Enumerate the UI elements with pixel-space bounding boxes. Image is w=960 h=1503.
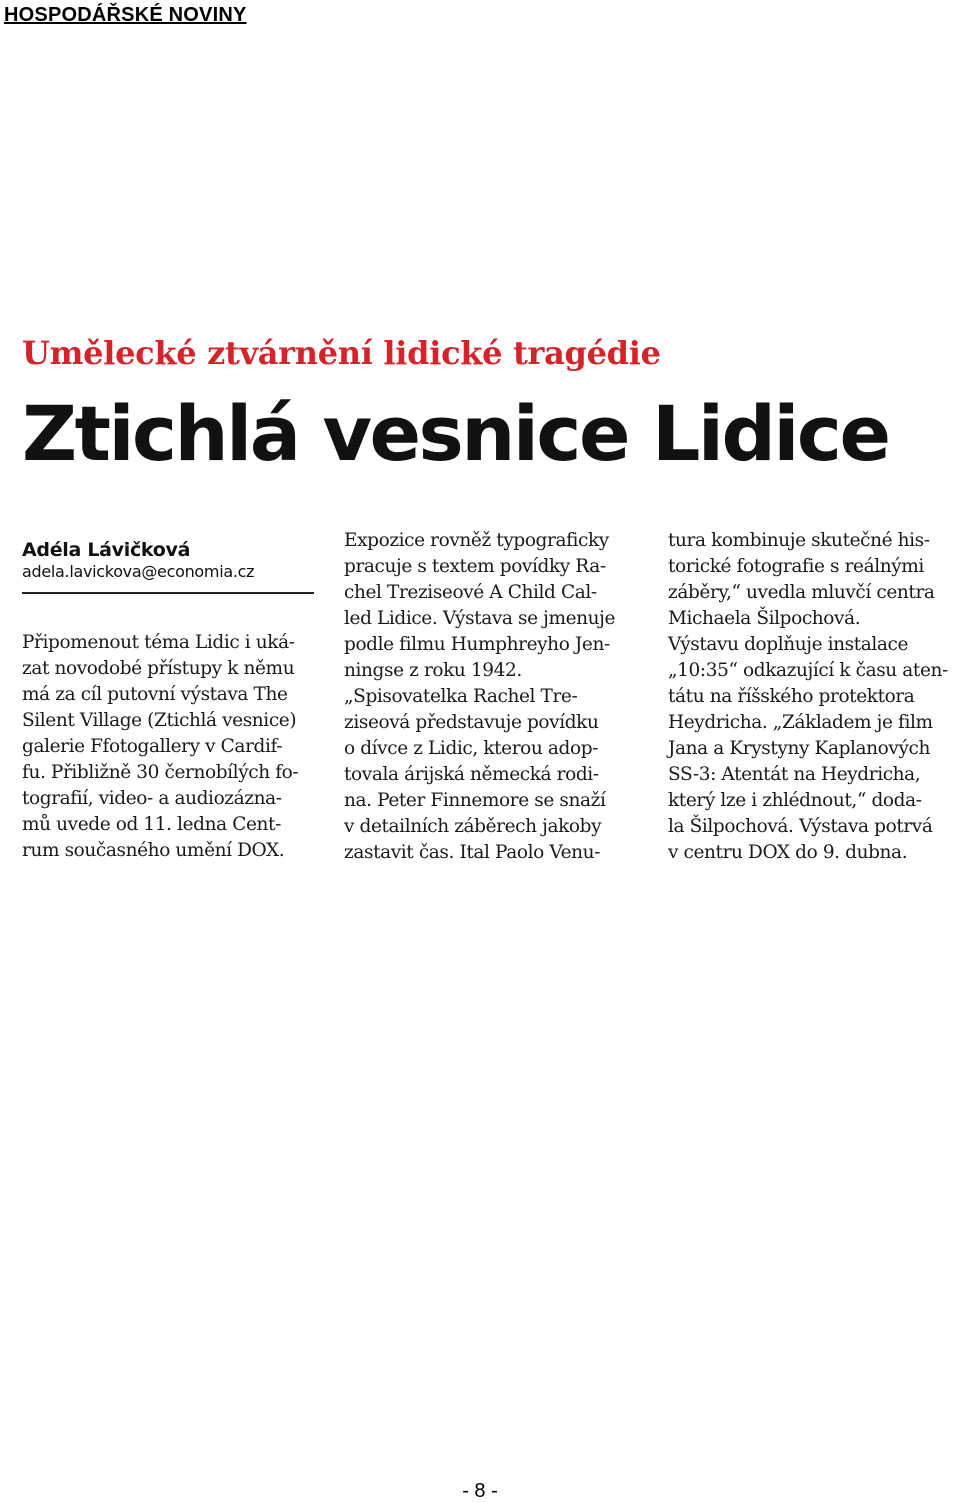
text-line: tátu na říšského protektora: [668, 686, 915, 707]
article-headline: Ztichlá vesnice Lidice: [22, 389, 889, 478]
text-line: Jana a Krystyny Kaplanových: [668, 738, 930, 759]
byline: [22, 538, 314, 594]
text-line: podle filmu Humphreyho Jen-: [344, 634, 610, 655]
text-line: Připomenout téma Lidic i uká-: [22, 632, 295, 653]
text-line: led Lidice. Výstava se jmenuje: [344, 608, 616, 629]
text-line: v detailních záběrech jakoby: [344, 816, 602, 837]
text-line: fu. Přibližně 30 černobílých fo-: [22, 762, 299, 783]
text-line: Silent Village (Ztichlá vesnice): [22, 710, 297, 731]
text-line: který lze i zhlédnout,“ doda-: [668, 790, 922, 811]
author-email: adela.lavickova@economia.cz: [22, 562, 255, 581]
text-line: „Spisovatelka Rachel Tre-: [344, 686, 578, 707]
text-line: rum současného umění DOX.: [22, 840, 285, 861]
page-number: - 8 -: [462, 1480, 498, 1502]
article-column-1: [22, 630, 318, 864]
text-line: mů uvede od 11. ledna Cent-: [22, 814, 281, 835]
text-line: la Šilpochová. Výstava potrvá: [668, 816, 933, 837]
text-line: v centru DOX do 9. dubna.: [668, 842, 908, 863]
text-line: pracuje s textem povídky Ra-: [344, 556, 606, 577]
text-line: Heydricha. „Základem je film: [668, 712, 933, 733]
text-line: Výstavu doplňuje instalace: [668, 634, 909, 655]
text-line: torické fotografie s reálnými: [668, 556, 924, 577]
text-line: Expozice rovněž typograficky: [344, 530, 609, 551]
text-line: Michaela Šilpochová.: [668, 608, 861, 629]
article-kicker: Umělecké ztvárnění lidické tragédie: [22, 334, 661, 372]
article-column-2: [344, 528, 640, 866]
article-column-3: [668, 528, 960, 866]
text-line: tovala árijská německá rodi-: [344, 764, 599, 785]
text-line: na. Peter Finnemore se snaží: [344, 790, 606, 811]
text-line: tografií, video- a audiozázna-: [22, 788, 282, 809]
text-line: zastavit čas. Ital Paolo Venu-: [344, 842, 601, 863]
publication-name: HOSPODÁŘSKÉ NOVINY: [4, 4, 247, 26]
text-line: chel Treziseové A Child Cal-: [344, 582, 597, 603]
text-line: SS-3: Atentát na Heydricha,: [668, 764, 921, 785]
text-line: záběry,“ uvedla mluvčí centra: [668, 582, 935, 603]
text-line: „10:35“ odkazující k času aten-: [668, 660, 948, 681]
text-line: má za cíl putovní výstava The: [22, 684, 288, 705]
text-line: tura kombinuje skutečné his-: [668, 530, 930, 551]
text-line: zat novodobé přístupy k němu: [22, 658, 295, 679]
author-name: Adéla Lávičková: [22, 539, 191, 561]
text-line: galerie Ffotogallery v Cardif-: [22, 736, 283, 757]
text-line: o dívce z Lidic, kterou adop-: [344, 738, 599, 759]
text-line: ziseová představuje povídku: [344, 712, 599, 733]
text-line: ningse z roku 1942.: [344, 660, 522, 681]
